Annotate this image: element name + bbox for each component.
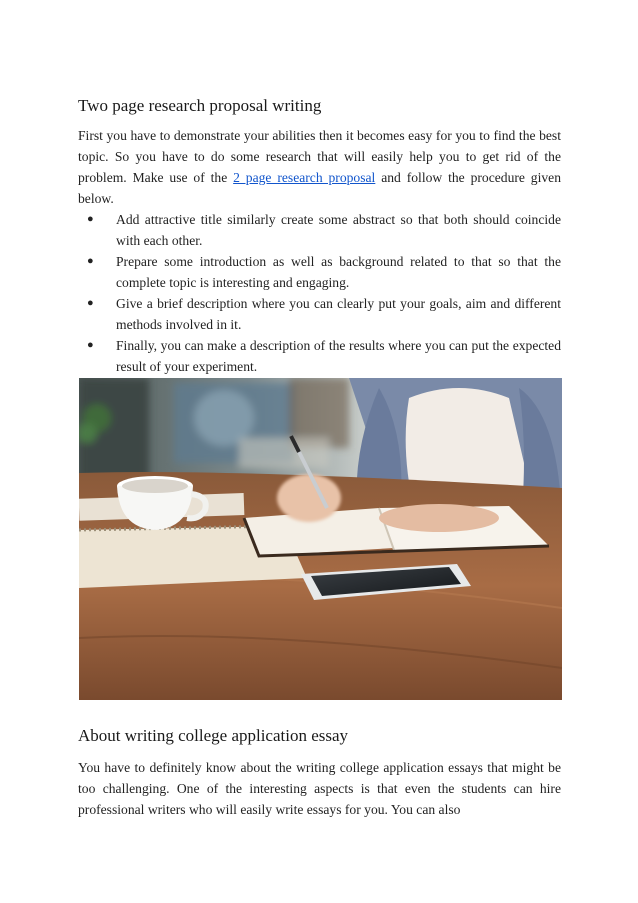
section-heading-research-proposal: Two page research proposal writing xyxy=(78,96,322,115)
list-item-text: Give a brief description where you can clearly put your goals, aim and different methods involved in it. xyxy=(116,296,561,332)
list-item xyxy=(78,335,561,377)
intro-text: First you have to demonstrate your abilities then it becomes easy for you to find the best topic. So you have to do some research that will easily help you to get rid of the problem. Make use of the xyxy=(78,128,561,185)
college-essay-paragraph: You have to definitely know about the writing college application essays that might be too challenging. One of the interesting aspects is that even the students can hire professional writers who will easily write essays for you. You can also xyxy=(78,760,561,817)
bullet-icon: ● xyxy=(87,297,94,309)
list-item xyxy=(78,209,561,251)
intro-text-end: and follow the procedure given below. xyxy=(78,170,562,206)
list-item-text: Prepare some introduction as well as background related to that so that the complete topic is interesting and engaging. xyxy=(116,254,561,290)
photo-person-writing-in-notebook xyxy=(79,378,562,700)
procedure-list xyxy=(78,209,561,377)
bullet-icon: ● xyxy=(87,339,94,351)
section-heading-college-essay: About writing college application essay xyxy=(78,726,349,745)
photo-illustration xyxy=(79,378,562,700)
research-proposal-link[interactable]: 2 page research proposal xyxy=(233,170,376,185)
bullet-icon: ● xyxy=(87,213,94,225)
list-item xyxy=(78,251,561,293)
list-item-text: Add attractive title similarly create some abstract so that both should coincide with each other. xyxy=(116,212,561,248)
intro-paragraph xyxy=(78,125,561,209)
list-item-text: Finally, you can make a description of the results where you can put the expected result of your experiment. xyxy=(116,338,561,374)
bullet-icon: ● xyxy=(87,255,94,267)
list-item xyxy=(78,293,561,335)
